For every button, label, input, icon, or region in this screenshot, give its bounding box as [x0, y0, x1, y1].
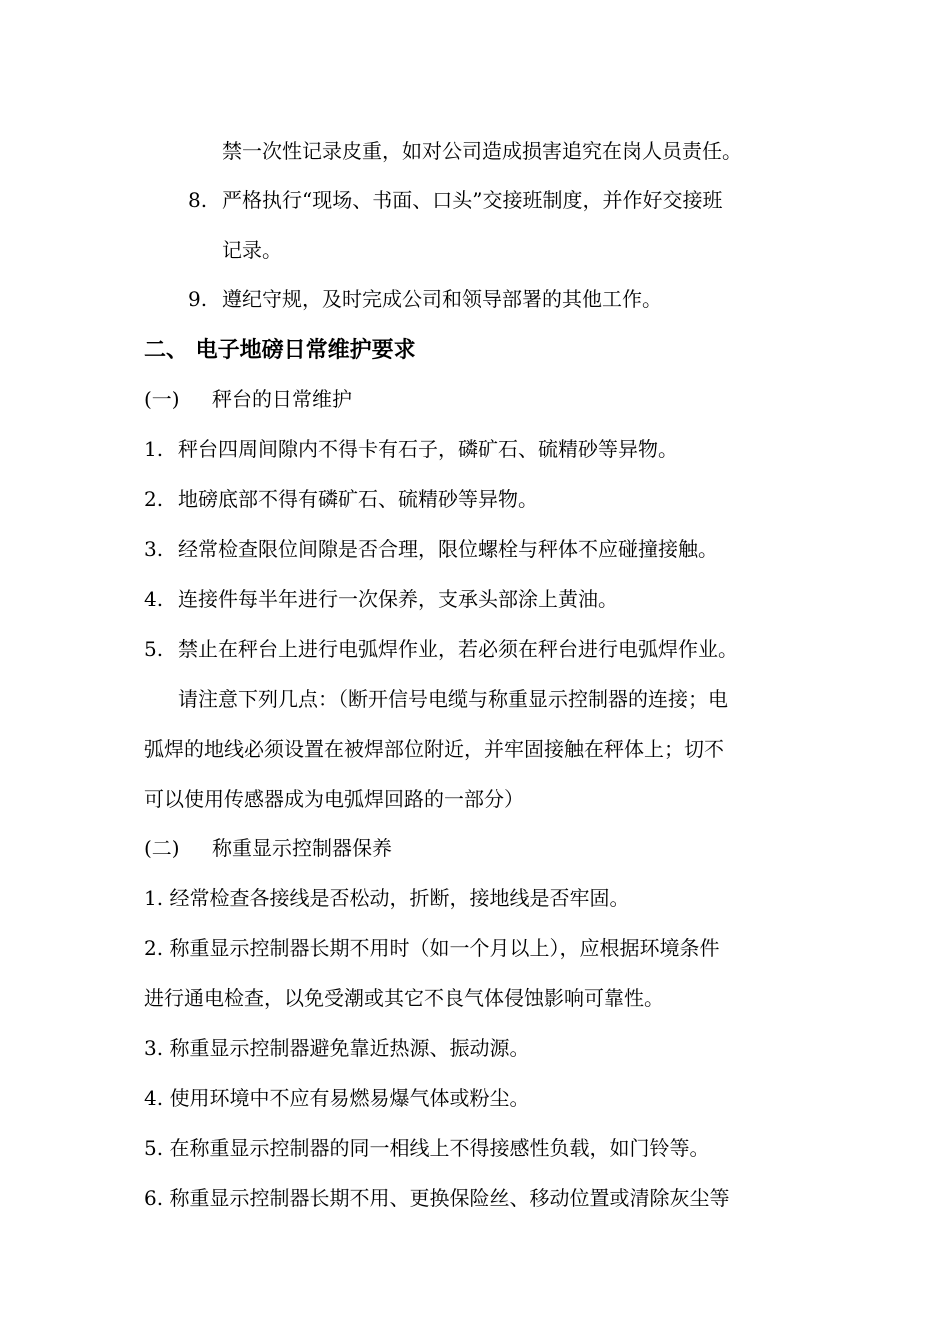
list-item-text: 遵纪守规，及时完成公司和领导部署的其他工作。 [222, 287, 662, 311]
note-line: 请注意下列几点：（断开信号电缆与称重显示控制器的连接；电 [178, 687, 728, 711]
subsection-title: 称重显示控制器保养 [212, 836, 392, 860]
note-line: 可以使用传感器成为电弧焊回路的一部分） [144, 787, 524, 811]
list-number: 3. [144, 537, 164, 561]
list-item: 1. 经常检查各接线是否松动，折断，接地线是否牢固。 [144, 886, 630, 910]
list-number: 9. [188, 287, 208, 311]
list-item: 2. 称重显示控制器长期不用时（如一个月以上），应根据环境条件 [144, 936, 720, 960]
subsection-title: 秤台的日常维护 [212, 387, 352, 411]
list-item-text: 严格执行“现场、书面、口头”交接班制度，并作好交接班 [222, 188, 723, 212]
list-item-text: 地磅底部不得有磷矿石、硫精砂等异物。 [178, 487, 538, 511]
list-item: 6. 称重显示控制器长期不用、更换保险丝、移动位置或清除灰尘等 [144, 1186, 730, 1210]
list-item: 5. 在称重显示控制器的同一相线上不得接感性负载，如门铃等。 [144, 1136, 710, 1160]
list-item-text: 连接件每半年进行一次保养，支承头部涂上黄油。 [178, 587, 618, 611]
list-number: 4. [144, 587, 164, 611]
list-number: 5. [144, 637, 164, 661]
list-number: 1. [144, 437, 164, 461]
list-item: 3. 称重显示控制器避免靠近热源、振动源。 [144, 1036, 530, 1060]
subsection-label: (一) [144, 387, 180, 411]
list-item-text: 秤台四周间隙内不得卡有石子，磷矿石、硫精砂等异物。 [178, 437, 678, 461]
list-item-text-cont: 进行通电检查，以免受潮或其它不良气体侵蚀影响可靠性。 [144, 986, 664, 1010]
list-item: 4. 使用环境中不应有易燃易爆气体或粉尘。 [144, 1086, 530, 1110]
list-number: 8. [188, 188, 208, 212]
section-heading: 二、 电子地磅日常维护要求 [144, 338, 416, 363]
continued-item-text: 禁一次性记录皮重，如对公司造成损害追究在岗人员责任。 [222, 139, 742, 163]
subsection-label: (二) [144, 836, 180, 860]
note-line: 弧焊的地线必须设置在被焊部位附近，并牢固接触在秤体上；切不 [144, 737, 724, 761]
list-item-text: 经常检查限位间隙是否合理，限位螺栓与秤体不应碰撞接触。 [178, 537, 718, 561]
list-item-text-cont: 记录。 [222, 238, 282, 262]
list-item-text: 禁止在秤台上进行电弧焊作业，若必须在秤台进行电弧焊作业。 [178, 637, 738, 661]
list-number: 2. [144, 487, 164, 511]
